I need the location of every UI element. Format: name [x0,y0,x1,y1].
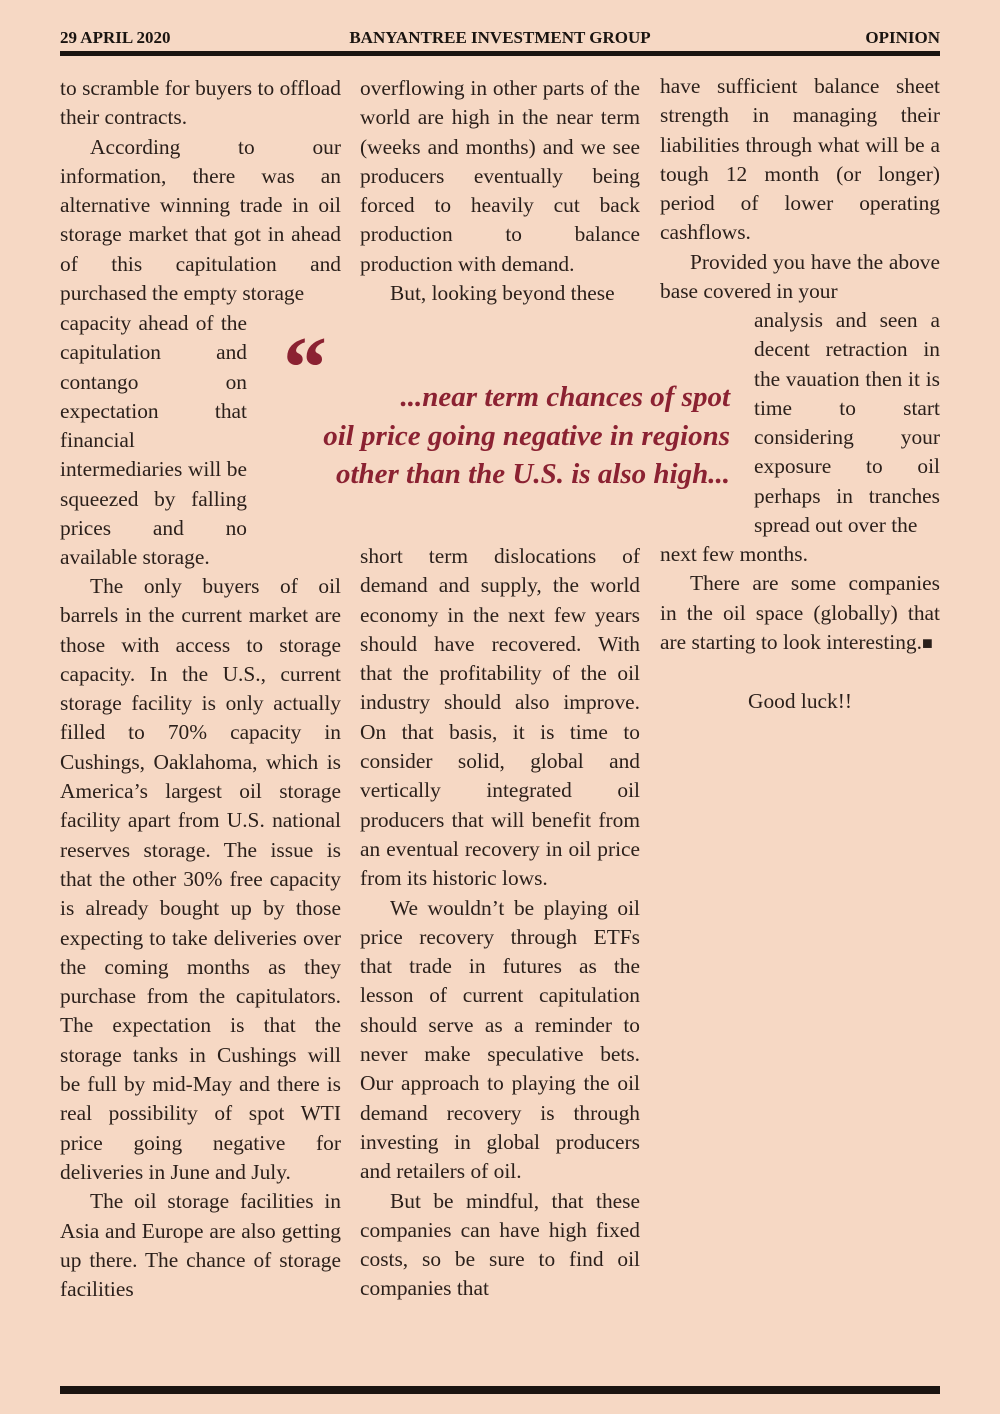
header-rule [60,51,940,56]
section-label: OPINION [865,28,940,47]
column-2-lower [360,542,640,1304]
col1-paragraph-4: The oil storage facilities in Asia and Europe are also getting up there. The chance of storage facilities [60,1189,341,1302]
pull-quote-line-1: ...near term chances of spot [400,381,730,413]
col2-paragraph-2: But, looking beyond these [390,281,615,306]
col2-paragraph-top: overflowing in other parts of the world are high in the near term (weeks and months) and we see producers eventually being forced to heavily cut back production to balance production with demand. [360,76,640,276]
col1-paragraph-3: The only buyers of oil barrels in the current market are those with access to storage capacity. In the U.S., current storage facility is only actually filled to 70% capacity in Cushings, Oaklahoma, which is America’s largest oil storage facility apart from U.S. national reserves storage. The issue is that the other 30% free capacity is already bought up by those expecting to take deliveries over the coming months as they purchase from the capitulators. The expectation is that the storage tanks in Cushings will be full by mid-May and there is real possibility of spot WTI price going negative for deliveries in June and July. [60,574,341,1184]
column-1-lower [60,572,341,1304]
col3-paragraph-3 [660,569,940,658]
col2-paragraph-4: But be mindful, that these companies can have high fixed costs, so be sure to find oil companies that [360,1188,640,1301]
col1-paragraph-top: to scramble for buyers to offload their contracts. [60,76,341,130]
col3-paragraph-cont: next few months. [660,542,808,566]
col3-paragraph-narrow: analysis and seen a decent retraction in the vauation then it is time to start considering your exposure to oil perhaps in tranches spread out over the [754,308,940,538]
pull-quote [272,378,730,494]
col1-paragraph-narrow: capacity ahead of the capitulation and contango on expectation that financial intermediaries will be squeezed by falling prices and no available storage. [60,311,247,570]
column-1-narrow [60,309,247,573]
col3-paragraph-top: have sufficient balance sheet strength in managing their liabilities through what will be a tough 12 month (or longer) period of lower operating cashflows. [660,74,940,245]
pull-quote-line-3: other than the U.S. is also high... [335,458,730,490]
issue-date: 29 APRIL 2020 [60,28,171,47]
col2-paragraph-3: We wouldn’t be playing oil price recovery through ETFs that trade in futures as the lesson of current capitulation should serve as a reminder to never make speculative bets. Our approach to playing the oil demand recovery is through investing in global producers and retailers of oil. [360,895,640,1184]
pull-quote-line-2: oil price going negative in regions [323,419,730,452]
column-2 [360,74,640,308]
end-mark-icon: ■ [921,632,933,653]
column-3-narrow [754,306,940,540]
col3-paragraph-2: Provided you have the above base covered in your [660,249,940,304]
column-3 [660,72,940,306]
quote-mark-icon: “ [283,320,327,417]
col1-paragraph-2: According to our information, there was an alternative winning trade in oil storage market that got in ahead of this capitulation and purchased the empty storage [60,134,341,306]
col3-paragraph-3-text: There are some companies in the oil space (globally) that are starting to look interesting. [660,571,940,654]
signoff: Good luck!! [748,689,852,714]
page-header [60,28,940,52]
publication-name: BANYANTREE INVESTMENT GROUP [349,28,651,47]
footer-rule [60,1386,940,1394]
col2-paragraph-cont: short term dislocations of demand and supply, the world economy in the next few years should have recovered. With that the profitability of the oil industry should also improve. On that basis, it is time to consider solid, global and vertically integrated oil producers that will benefit from an eventual recovery in oil price from its historic lows. [360,544,640,891]
column-3-lower [660,540,940,716]
column-1 [60,74,341,308]
